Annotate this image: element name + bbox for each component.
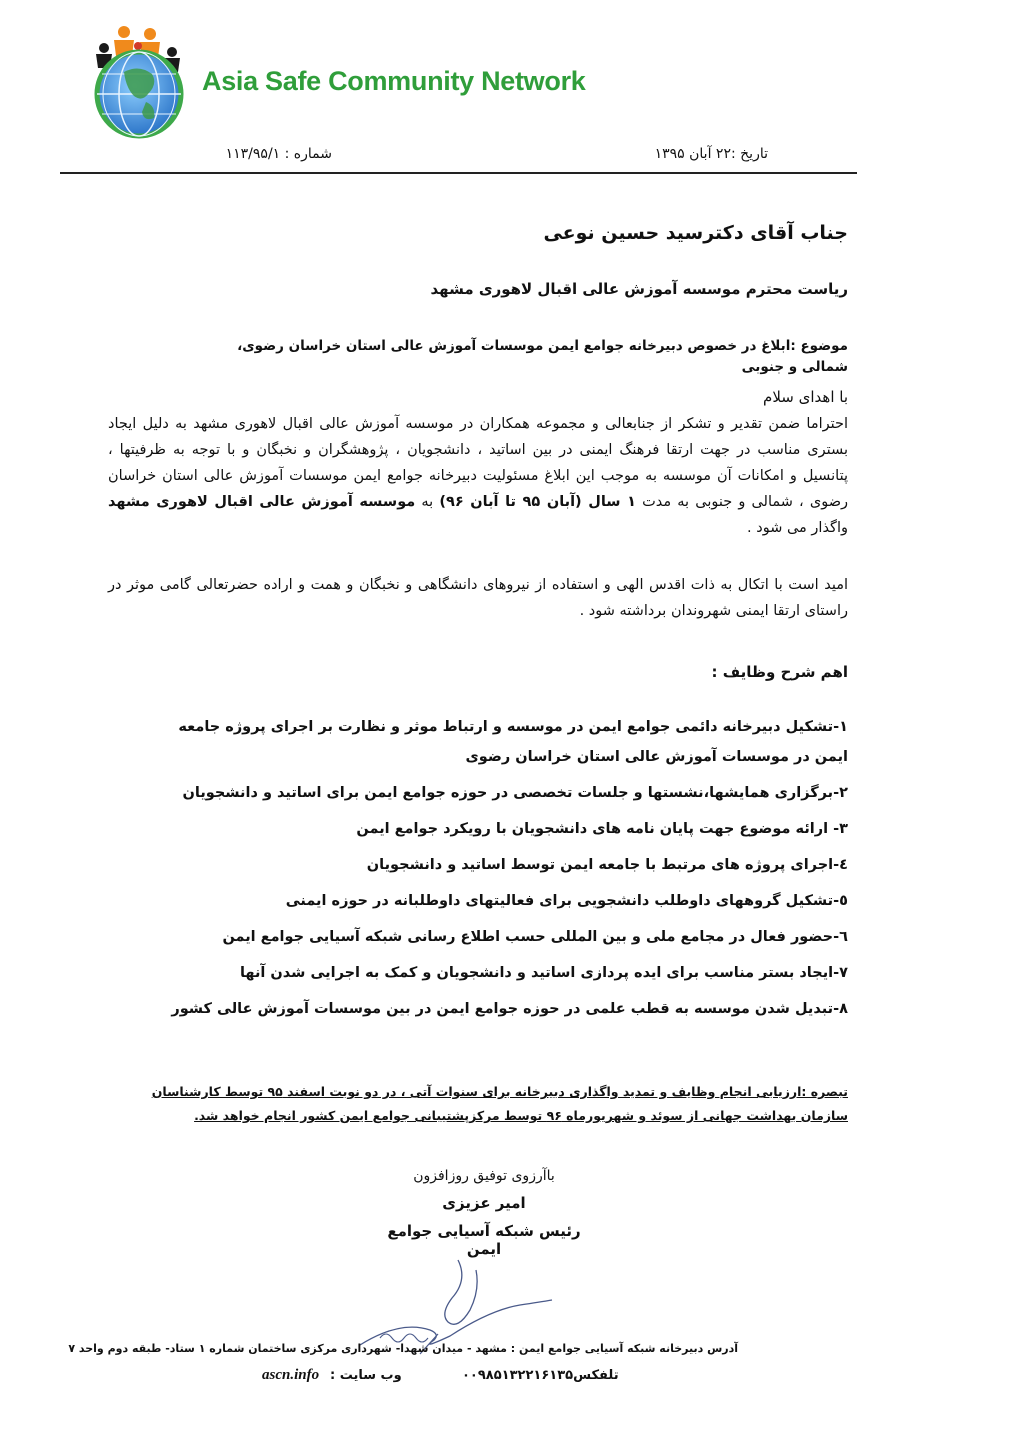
logo-globe-icon — [84, 22, 194, 140]
recipient-name: جناب آقای دکترسید حسین نوعی — [543, 222, 848, 244]
body-text-1: احتراما ضمن تقدیر و تشکر از جنابعالی و مجموعه همکاران در موسسه آموزش عالی اقبال لاهوری مشهد به دلیل ایجاد بستری مناسب در جهت ارتقا فرهنگ ایمنی در بین اساتید ، دانشجویان ، پژوهشگران و نخبگان و با توجه به ظرفیتها ، پتانسیل و امکانات آن موسسه به موجب این ابلاغ مسئولیت دبیرخانه جوامع ایمن موسسات آموزش عالی استان خراسان رضوی ، شمالی و جنوبی به مدت — [108, 416, 849, 510]
duty-item: ۳- ارائه موضوع جهت پایان نامه های دانشجویان با رویکرد جوامع ایمن — [356, 821, 848, 837]
greeting: با اهدای سلام — [763, 388, 848, 406]
body-text-3: واگذار می شود . — [747, 520, 848, 536]
duty-item: ٤-اجرای پروژه های مرتبط با جامعه ایمن توسط اساتید و دانشجویان — [366, 857, 848, 873]
letter-number: شماره : ۱۱۳/۹۵/۱ — [225, 146, 332, 162]
body-institute: موسسه آموزش عالی اقبال لاهوری مشهد — [108, 494, 416, 510]
duty-item: ٥-تشکیل گروههای داوطلب دانشجویی برای فعالیتهای داوطلبانه در حوزه ایمنی — [285, 893, 848, 909]
hope-paragraph: امید است با اتکال به ذات اقدس الهی و استفاده از نیروهای دانشگاهی و نخبگان و همت و اراده حضرتعالی گامی موثر در راستای ارتقا ایمنی شهروندان برداشته شود . — [108, 577, 848, 619]
duty-item: ۲-برگزاری همایشها،نشستها و جلسات تخصصی در حوزه جوامع ایمن برای اساتید و دانشجویان — [182, 785, 848, 801]
signer-name: امیر عزیزی — [442, 1194, 526, 1212]
signer-title: رئیس شبکه آسیایی جوامع ایمن — [387, 1222, 581, 1258]
duties-list — [148, 712, 848, 1030]
organization-name: Asia Safe Community Network — [202, 66, 586, 96]
header-divider — [60, 172, 857, 174]
note-text: تبصره :ارزیابی انجام وظایف و تمدید واگذاری دبیرخانه برای سنوات آتی ، در دو نوبت اسفند ۹۵ توسط کارشناسان سازمان بهداشت جهانی از سوئد و شهریورماه ۹۶ توسط مرکزپشتیبانی جوامع ایمن کشور انجام خواهد شد. — [151, 1084, 848, 1123]
body-duration: ۱ سال (آبان ۹۵ تا آبان ۹۶) — [439, 494, 636, 510]
duty-item: ۱-تشکیل دبیرخانه دائمی جوامع ایمن در موسسه و ارتباط موثر و نظارت بر اجرای پروژه جامعه ایمن در موسسات آموزش عالی استان خراسان رضوی — [178, 719, 848, 765]
body-text-2: به — [421, 494, 434, 510]
closing-phrase: باآرزوی توفیق روزافزون — [413, 1168, 555, 1184]
duty-item: ۸-تبدیل شدن موسسه به قطب علمی در حوزه جوامع ایمن در بین موسسات آموزش عالی کشور — [171, 1001, 848, 1017]
duties-heading: اهم شرح وظایف : — [711, 663, 848, 681]
footer-fax: تلفکس۰۰۹۸۵۱۳۲۲۱۶۱۳۵ — [462, 1368, 619, 1383]
body-paragraph — [108, 411, 848, 541]
letter-date: تاریخ :۲۲ آبان ۱۳۹۵ — [654, 146, 768, 162]
note-paragraph — [136, 1080, 848, 1128]
letter-subject: موضوع :ابلاغ در خصوص دبیرخانه جوامع ایمن موسسات آموزش عالی استان خراسان رضوی، شمالی و جنوبی — [237, 338, 848, 375]
recipient-title: ریاست محترم موسسه آموزش عالی اقبال لاهوری مشهد — [430, 280, 848, 298]
duty-item: ٦-حضور فعال در مجامع ملی و بین المللی حسب اطلاع رسانی شبکه آسیایی جوامع ایمن — [222, 929, 848, 945]
footer-website-link[interactable]: ascn.info — [262, 1367, 320, 1383]
footer-website-label: وب سایت : — [330, 1368, 402, 1383]
footer-address: آدرس دبیرخانه شبکه آسیایی جوامع ایمن : مشهد - میدان شهدا- شهرداری مرکزی ساختمان شماره ۱ ستاد- طبقه دوم واحد ۷ — [68, 1342, 738, 1355]
duty-item: ۷-ایجاد بستر مناسب برای ایده پردازی اساتید و دانشجویان و کمک به اجرایی شدن آنها — [239, 965, 848, 981]
